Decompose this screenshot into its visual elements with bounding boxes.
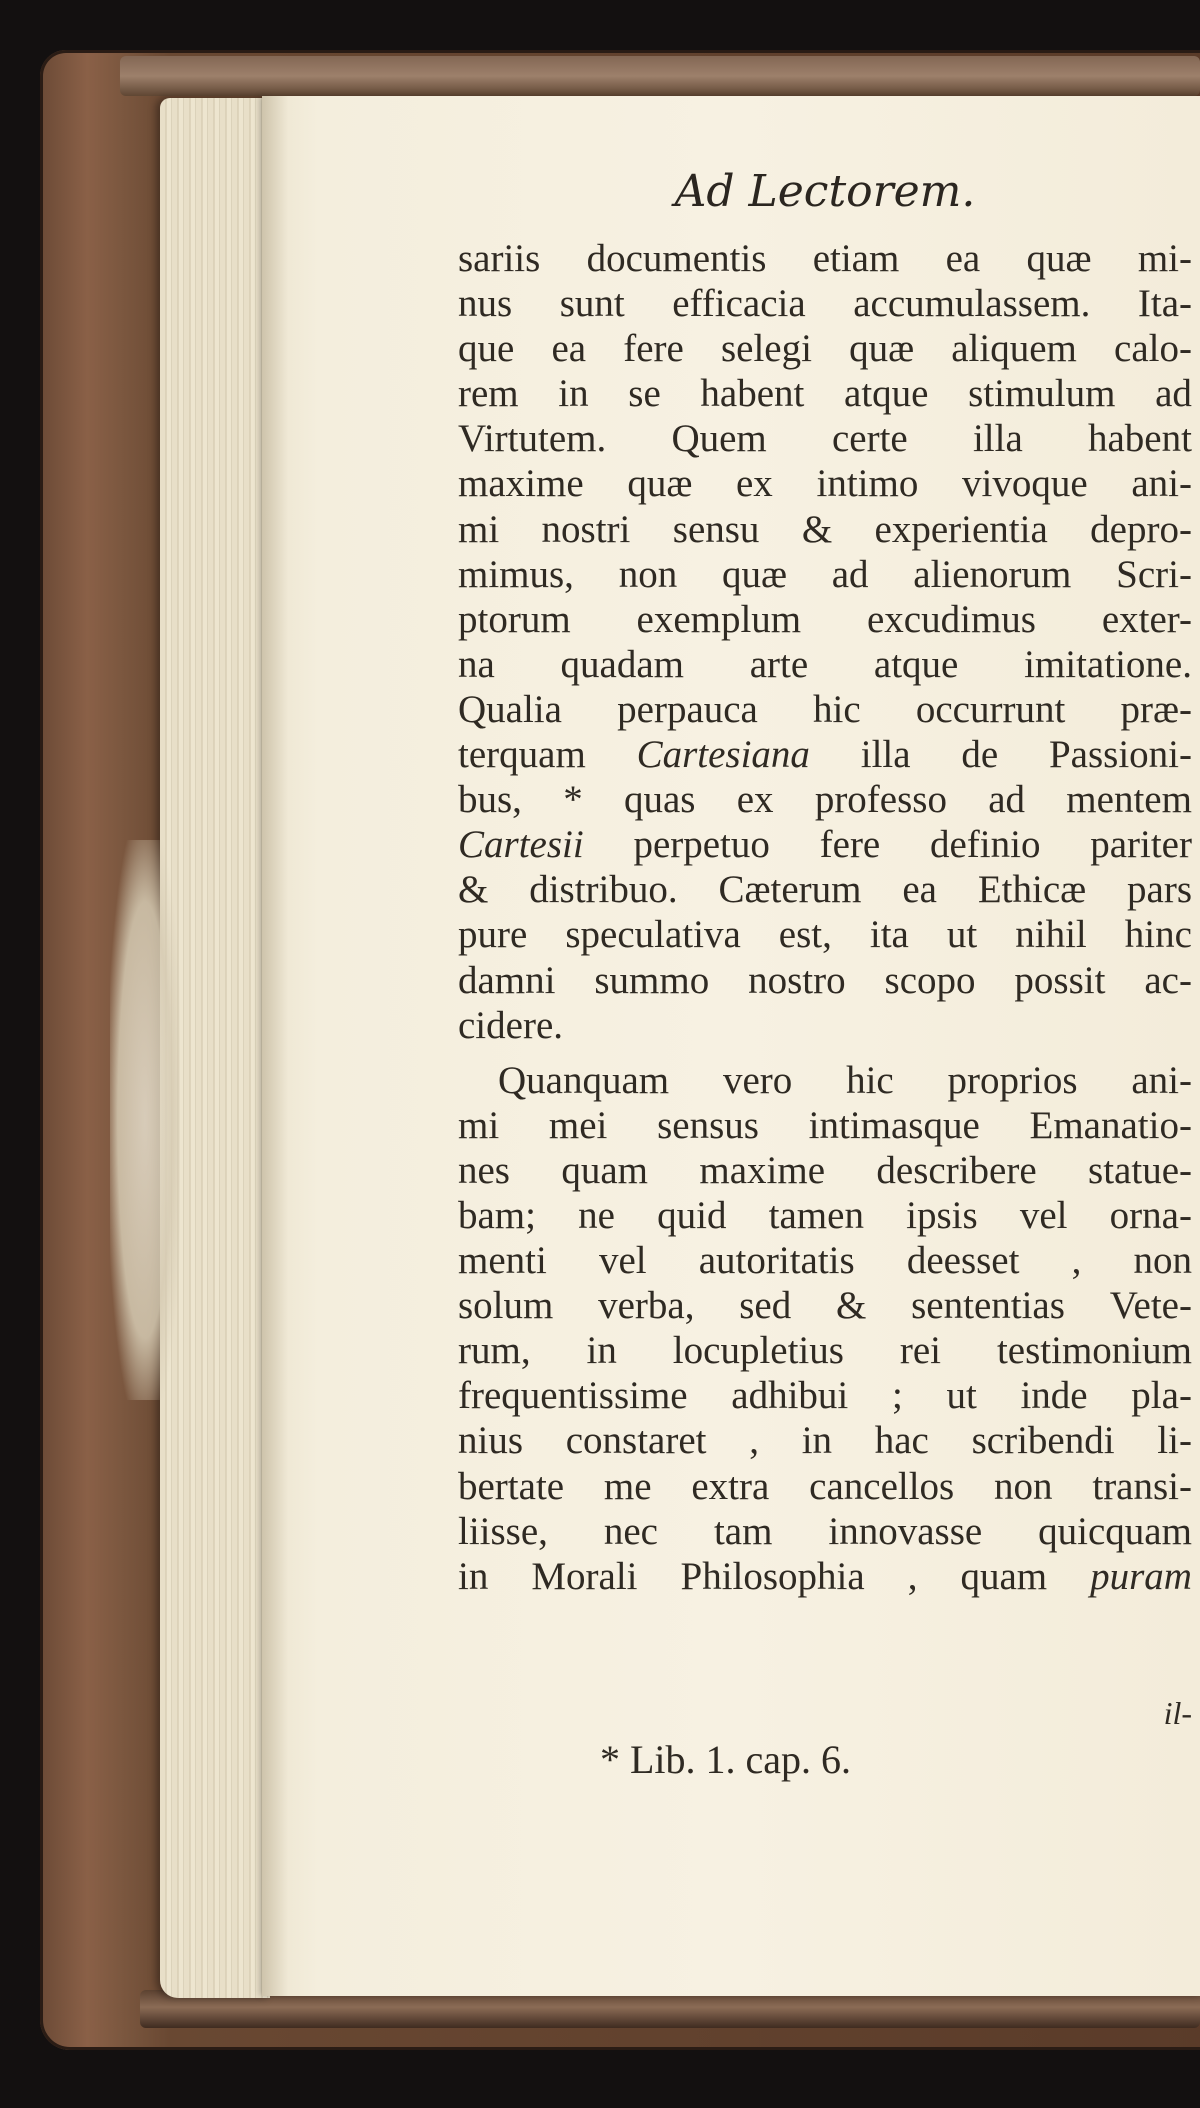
word: * — [563, 778, 583, 822]
word: intimasque — [808, 1103, 980, 1147]
word: terquam — [458, 733, 586, 777]
word: non — [994, 1464, 1053, 1508]
text-line — [458, 777, 1192, 822]
word: pars — [1127, 868, 1192, 912]
word: menti — [458, 1239, 547, 1283]
word: ani- — [1131, 1058, 1192, 1102]
word: ex — [736, 778, 774, 822]
text-line — [458, 1554, 1192, 1599]
catchword: il- — [1163, 1695, 1192, 1731]
word: quæ — [721, 552, 787, 596]
running-head: Ad Lectorem. — [674, 166, 976, 217]
word: Passioni- — [1048, 733, 1192, 777]
word: ex — [736, 462, 773, 506]
word: occurrunt — [915, 687, 1066, 731]
word: non — [1133, 1239, 1192, 1283]
word: Quanquam — [498, 1058, 670, 1102]
word: vel — [598, 1239, 647, 1283]
word: hac — [874, 1419, 929, 1463]
word: est, — [778, 913, 832, 957]
footnote: * Lib. 1. cap. 6. — [600, 1737, 852, 1782]
text-line — [458, 1328, 1192, 1373]
word: pure — [458, 913, 528, 957]
word: excudimus — [867, 597, 1036, 641]
word: quicquam — [1038, 1509, 1192, 1553]
word: cidere. — [458, 1003, 564, 1047]
word: perpetuo — [633, 823, 770, 867]
word: solum — [458, 1284, 554, 1328]
word: & — [801, 507, 833, 551]
word: hinc — [1124, 913, 1192, 957]
word: que — [458, 327, 515, 371]
word: definio — [930, 823, 1041, 867]
text-line — [458, 416, 1192, 461]
text-line — [458, 1193, 1192, 1238]
word: Quem — [671, 417, 767, 461]
word: pla- — [1131, 1374, 1192, 1418]
word: sensus — [657, 1103, 759, 1147]
word: habent — [1088, 417, 1192, 461]
word: atque — [844, 372, 929, 416]
word: documentis — [586, 237, 767, 280]
word: in — [458, 1554, 489, 1598]
word: ut — [946, 1374, 977, 1418]
word: exemplum — [636, 597, 802, 641]
word: damni — [458, 958, 556, 1002]
word: speculativa — [565, 913, 741, 957]
word: orna- — [1109, 1193, 1192, 1237]
word: sunt — [559, 282, 625, 326]
word: proprios — [947, 1058, 1078, 1102]
word: li- — [1157, 1419, 1192, 1463]
word: nes — [458, 1148, 510, 1192]
word: autoritatis — [698, 1239, 855, 1283]
text-line — [458, 642, 1192, 687]
text-line — [458, 552, 1192, 597]
text-line — [458, 822, 1192, 867]
word: nius — [458, 1419, 524, 1463]
word: bam; — [458, 1193, 536, 1237]
word: , — [907, 1554, 918, 1598]
word: efficacia — [672, 282, 806, 326]
word: maxime — [699, 1148, 826, 1192]
word: testimonium — [996, 1329, 1192, 1373]
word: Qualia — [458, 687, 562, 731]
text-line — [458, 1103, 1192, 1148]
word: quæ — [1026, 237, 1092, 280]
word: sed — [739, 1284, 792, 1328]
text-line — [458, 507, 1192, 552]
word: rei — [899, 1329, 942, 1373]
word: quam — [960, 1554, 1048, 1598]
word: tam — [713, 1509, 773, 1553]
word: mi — [458, 1103, 500, 1147]
word: Ita- — [1137, 282, 1192, 326]
text-line — [458, 461, 1192, 506]
word: constaret — [565, 1419, 707, 1463]
text-line — [458, 597, 1192, 642]
word: , — [749, 1419, 759, 1463]
word: ita — [869, 913, 909, 957]
text-line — [458, 958, 1192, 1003]
word: nostro — [748, 958, 846, 1002]
word: fere — [623, 327, 684, 371]
word: etiam — [812, 237, 900, 280]
word: quæ — [627, 462, 693, 506]
text-line — [458, 867, 1192, 912]
word: maxime — [458, 462, 584, 506]
word: quæ — [849, 327, 915, 371]
word: in — [558, 372, 589, 416]
word: ea — [945, 237, 981, 280]
word: professo — [814, 778, 947, 822]
word: fere — [819, 823, 881, 867]
italic-word: Cartesii — [458, 823, 584, 867]
word: experientia — [874, 507, 1048, 551]
word: nec — [603, 1509, 658, 1553]
word: transi- — [1092, 1464, 1192, 1508]
word: Emanatio- — [1029, 1103, 1192, 1147]
word: accumulassem. — [853, 282, 1091, 326]
word: in — [801, 1419, 833, 1463]
word: rem — [458, 372, 519, 416]
word: ea — [551, 327, 587, 371]
word: ne — [578, 1193, 615, 1237]
word: nus — [458, 282, 513, 326]
word: quadam — [560, 642, 684, 686]
text-line — [458, 1003, 1192, 1048]
word: ; — [891, 1374, 903, 1418]
word: locupletius — [672, 1329, 844, 1373]
word: me — [603, 1464, 652, 1508]
word: inde — [1020, 1374, 1088, 1418]
word: mentem — [1066, 778, 1192, 822]
word: hic — [813, 687, 861, 731]
word: summo — [594, 958, 710, 1002]
word: & — [458, 868, 489, 912]
word: ani- — [1131, 462, 1192, 506]
word: intimo — [816, 462, 919, 506]
text-line — [458, 687, 1192, 732]
text-line — [458, 732, 1192, 777]
word: distribuo. — [529, 868, 678, 912]
word: Morali — [531, 1554, 638, 1598]
word: bus, — [458, 778, 522, 822]
binding-top-edge — [120, 56, 1200, 96]
word: se — [628, 372, 661, 416]
word: arte — [749, 642, 809, 686]
word: na — [458, 642, 495, 686]
word: Ethicæ — [977, 868, 1087, 912]
word: vivoque — [962, 462, 1088, 506]
word: atque — [873, 642, 959, 686]
word: aliquem — [951, 327, 1077, 371]
text-line — [458, 1373, 1192, 1418]
word: possit — [1014, 958, 1106, 1002]
word: hic — [846, 1058, 894, 1102]
text-line — [458, 1148, 1192, 1193]
word: ac- — [1144, 958, 1192, 1002]
page-gutter-shadow — [262, 96, 288, 1996]
word: depro- — [1090, 507, 1192, 551]
word: stimulum — [968, 372, 1116, 416]
italic-word: puram — [1090, 1554, 1192, 1598]
word: Vete- — [1109, 1284, 1192, 1328]
word: exter- — [1101, 597, 1192, 641]
text-line — [458, 912, 1192, 957]
word: ea — [902, 868, 937, 912]
text-line — [458, 281, 1192, 326]
word: statue- — [1088, 1148, 1192, 1192]
word: nihil — [1015, 913, 1087, 957]
word: ptorum — [458, 597, 571, 641]
word: ipsis — [906, 1193, 978, 1237]
word: scopo — [884, 958, 976, 1002]
word: extra — [691, 1464, 770, 1508]
word: sententias — [911, 1284, 1065, 1328]
word: Scri- — [1116, 552, 1192, 596]
word: sensu — [672, 507, 760, 551]
word: illa — [860, 733, 911, 777]
word: quam — [561, 1148, 649, 1192]
word: verba, — [598, 1284, 695, 1328]
binding-stain — [110, 840, 180, 1400]
word: quid — [657, 1193, 727, 1237]
word: non — [618, 552, 678, 596]
word: innovasse — [828, 1509, 983, 1553]
word: ad — [988, 778, 1026, 822]
text-line — [458, 1418, 1192, 1463]
word: nostri — [541, 507, 631, 551]
word: pariter — [1090, 823, 1192, 867]
italic-word: Cartesiana — [636, 733, 810, 777]
body-text — [458, 236, 1192, 1599]
word: rum, — [458, 1329, 531, 1373]
word: sariis — [458, 237, 541, 280]
text-line — [458, 1509, 1192, 1554]
word: vel — [1019, 1193, 1068, 1237]
word: mei — [548, 1103, 608, 1147]
word: tamen — [768, 1193, 864, 1237]
word: Philosophia — [680, 1554, 865, 1598]
text-line — [458, 326, 1192, 371]
word: bertate — [458, 1464, 565, 1508]
word: vero — [722, 1058, 793, 1102]
word: selegi — [720, 327, 812, 371]
word: imitatione. — [1024, 642, 1192, 686]
word: ut — [946, 913, 978, 957]
word: certe — [831, 417, 908, 461]
word: ad — [831, 552, 869, 596]
word: præ- — [1120, 687, 1192, 731]
word: mi- — [1137, 237, 1192, 280]
word: mi — [458, 507, 500, 551]
word: perpauca — [617, 687, 758, 731]
word: adhibui — [731, 1374, 849, 1418]
text-line — [458, 236, 1192, 281]
word: illa — [972, 417, 1023, 461]
word: Virtutem. — [458, 417, 607, 461]
word: scribendi — [971, 1419, 1115, 1463]
text-line — [458, 1464, 1192, 1509]
word: in — [586, 1329, 617, 1373]
word: , — [1071, 1239, 1082, 1283]
text-line — [458, 1238, 1192, 1283]
word: de — [961, 733, 999, 777]
text-line — [458, 1283, 1192, 1328]
word: habent — [700, 372, 805, 416]
word: & — [836, 1284, 867, 1328]
word: frequentissime — [458, 1374, 688, 1418]
word: deesset — [906, 1239, 1020, 1283]
word: ad — [1155, 372, 1192, 416]
word: alienorum — [913, 552, 1072, 596]
word: quas — [623, 778, 696, 822]
word: cancellos — [809, 1464, 955, 1508]
word: Cæterum — [718, 868, 862, 912]
word: calo- — [1114, 327, 1192, 371]
text-line — [458, 371, 1192, 416]
text-line — [458, 1058, 1192, 1103]
word: describere — [876, 1148, 1037, 1192]
word: mimus, — [458, 552, 574, 596]
word: liisse, — [458, 1509, 548, 1553]
